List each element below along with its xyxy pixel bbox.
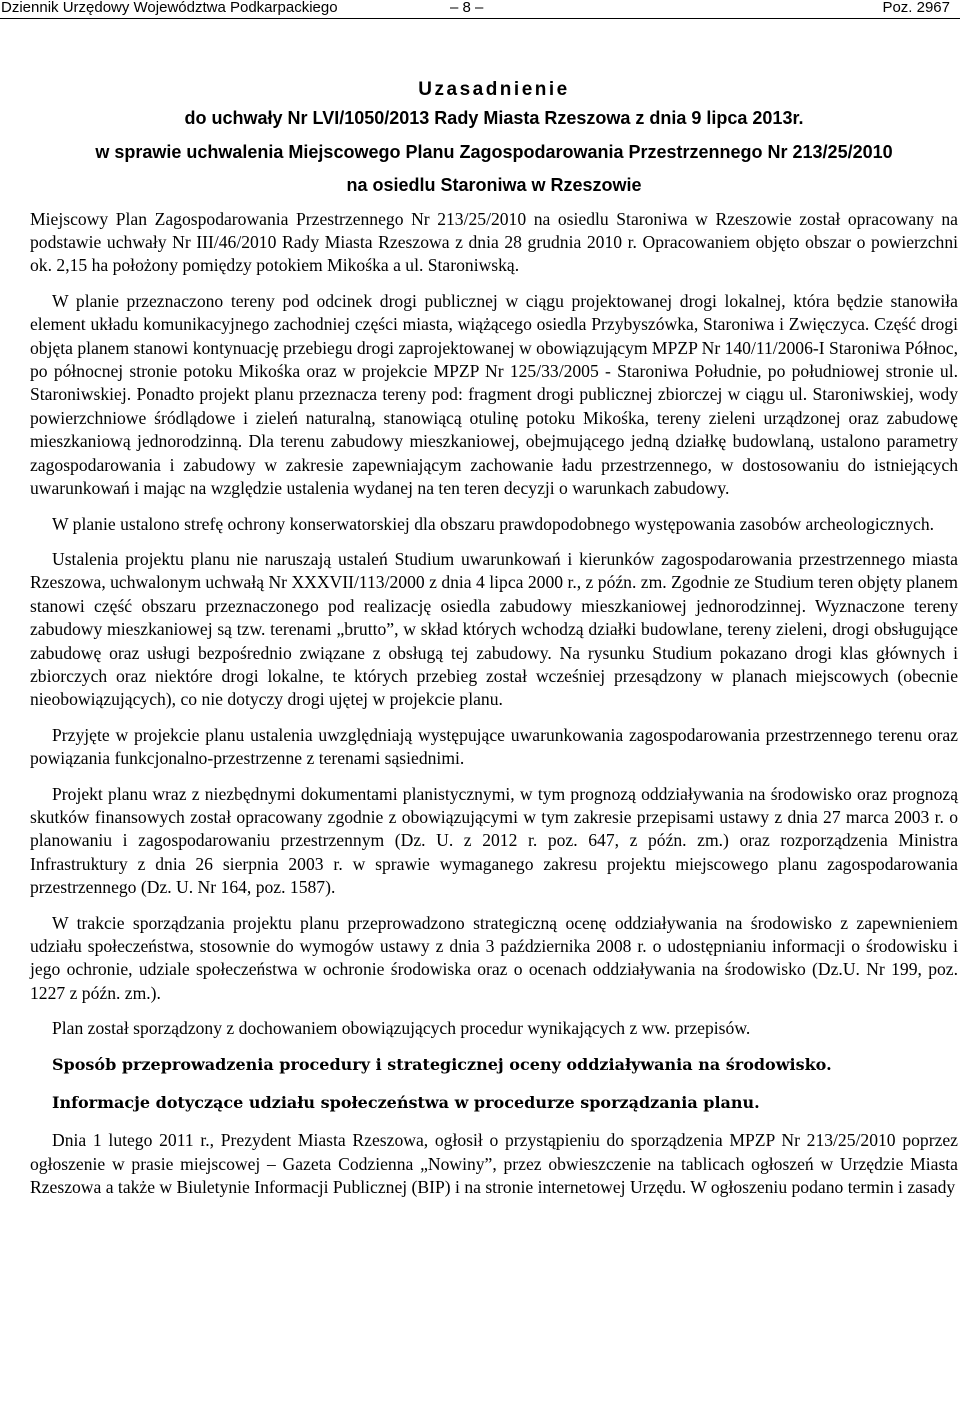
paragraph-studium: Ustalenia projektu planu nie naruszają ustaleń Studium uwarunkowań i kierunków zagospodarowania przestrzennego miasta Rzeszowa, uchwalonym uchwałą Nr XXXVII/113/2000 z dnia 4 lipca 2000 r., z późn. zm. Zgodnie ze Studium teren objęty planem stanowi część obszaru przeznaczonego pod realizację osiedla zabudowy mieszkaniowej jednorodzinnej. Wyznaczone tereny zabudowy mieszkaniowej są tzw. terenami „brutto”, w skład których wchodzą działki budowlane, tereny zieleni, drogi obsługujące zabudowę oraz usługi bezpośrednio związane z obsługą tej zabudowy. Na rysunku Studium pokazano drogi klas głównych i zbiorczych oraz niektóre drogi lokalne, te których przebieg został wcześniej przesądzony w planach miejscowych (obecnie nieobowiązujących), co nie dotyczy drogi ujętej w projekcie planu. bbox=[30, 548, 958, 710]
location-line: na osiedlu Staroniwa w Rzeszowie bbox=[346, 175, 642, 196]
paragraph-conditions: Przyjęte w projekcie planu ustalenia uwzględniają występujące uwarunkowania zagospodarowania przestrzennego terenu oraz powiązania funkcjonalno-przestrzenne z terenami sąsiednimi. bbox=[30, 724, 958, 769]
header-rule bbox=[0, 18, 960, 19]
paragraph-conservation: W planie ustalono strefę ochrony konserwatorskiej dla obszaru prawdopodobnego występowania zasobów archeologicznych. bbox=[52, 513, 935, 534]
resolution-reference: do uchwały Nr LVI/1050/2013 Rady Miasta Rzeszowa z dnia 9 lipca 2013r. bbox=[184, 108, 804, 129]
paragraph-documents: Projekt planu wraz z niezbędnymi dokumentami planistycznymi, w tym prognozą oddziaływania na środowisko oraz prognozą skutków finansowych został opracowany zgodnie z obowiązującymi w tym zakresie przepisami ustawy z dnia 27 marca 2003 r. o planowaniu i zagospodarowaniu przestrzennym (Dz. U. z 2012 r. poz. 647, z późn. zm.) oraz rozporządzenia Ministra Infrastruktury z dnia 26 sierpnia 2003 r. w sprawie wymaganego zakresu projektu miejscowego planu zagospodarowania przestrzennego (Dz. U. Nr 164, poz. 1587). bbox=[30, 783, 958, 898]
document-body bbox=[30, 78, 958, 1212]
paragraph-announcement: Dnia 1 lutego 2011 r., Prezydent Miasta Rzeszowa, ogłosił o przystąpieniu do sporządzenia MPZP Nr 213/25/2010 poprzez ogłoszenie w prasie miejscowej – Gazeta Codzienna „Nowiny”, przez obwieszczenie na tablicach ogłoszeń w Urzędzie Miasta Rzeszowa a także w Biuletynie Informacji Publicznej (BIP) i na stronie internetowej Urzędu. W ogłoszeniu podano termin i zasady bbox=[30, 1130, 958, 1198]
document-title: Uzasadnienie bbox=[418, 79, 570, 100]
paragraph-procedures: Plan został sporządzony z dochowaniem obowiązujących procedur wynikających z ww. przepisów. bbox=[52, 1018, 751, 1039]
section-heading-procedure: Sposób przeprowadzenia procedury i strategicznej oceny oddziaływania na środowisko. bbox=[52, 1054, 832, 1074]
journal-name: Dziennik Urzędowy Województwa Podkarpackiego bbox=[1, 0, 338, 16]
paragraph-intro: Miejscowy Plan Zagospodarowania Przestrzennego Nr 213/25/2010 na osiedlu Staroniwa w Rzeszowie został opracowany na podstawie uchwały Nr III/46/2010 Rady Miasta Rzeszowa z dnia 28 grudnia 2010 r. Opracowaniem objęto obszar o powierzchni ok. 2,15 ha położony pomiędzy potokiem Mikośka a ul. Staroniwską. bbox=[30, 208, 958, 276]
subject-line: w sprawie uchwalenia Miejscowego Planu Zagospodarowania Przestrzennego Nr 213/25/2010 bbox=[95, 141, 893, 162]
section-heading-participation: Informacje dotyczące udziału społeczeństwa w procedurze sporządzania planu. bbox=[52, 1093, 760, 1113]
document-header bbox=[0, 0, 960, 20]
paragraph-plan-purpose: W planie przeznaczono tereny pod odcinek drogi publicznej w ciągu projektowanej drogi lokalnej, która będzie stanowiła element układu komunikacyjnego zachodniej części miasta, wiążącego osiedla Przybyszówka, Staroniwa i Zwięczyca. Część drogi objęta planem stanowi kontynuację przebiegu drogi zaprojektowanej w obowiązującym MPZP Nr 140/11/2006-I Staroniwa Północ, po północnej stronie potoku Mikośka oraz w projekcie MPZP Nr 125/33/2005 - Staroniwa Południe, po południowej stronie ul. Staroniwskiej. Ponadto projekt planu przeznacza tereny pod: fragment drogi publicznej zbiorczej w ciągu ul. Staroniwskiej, wody powierzchniowe śródlądowe i zieleń naturalną, stanowiącą otulinę potoku Mikośka, tereny zieleni urządzonej oraz zabudowę mieszkaniową jednorodzinną. Dla terenu zabudowy mieszkaniowej, obejmującego jedną działkę budowlaną, ustalono parametry zagospodarowania i zabudowy w zakresie zapewniającym zachowanie ładu przestrzennego, w dostosowaniu do istniejących uwarunkowań i mając na względzie ustalenia wydanej na ten teren decyzji o warunkach zabudowy. bbox=[30, 290, 959, 499]
page-number: – 8 – bbox=[450, 0, 484, 16]
position-number: Poz. 2967 bbox=[882, 0, 950, 16]
paragraph-environment: W trakcie sporządzania projektu planu przeprowadzono strategiczną ocenę oddziaływania na środowisko z zapewnieniem udziału społeczeństwa, stosownie do wymogów ustawy z dnia 3 października 2008 r. o udostępnianiu informacji o środowisku i jego ochronie, udziale społeczeństwa w ochronie środowiska oraz o ocenach oddziaływania na środowisko (Dz.U. Nr 199, poz. 1227 z późn. zm.). bbox=[30, 912, 958, 1003]
